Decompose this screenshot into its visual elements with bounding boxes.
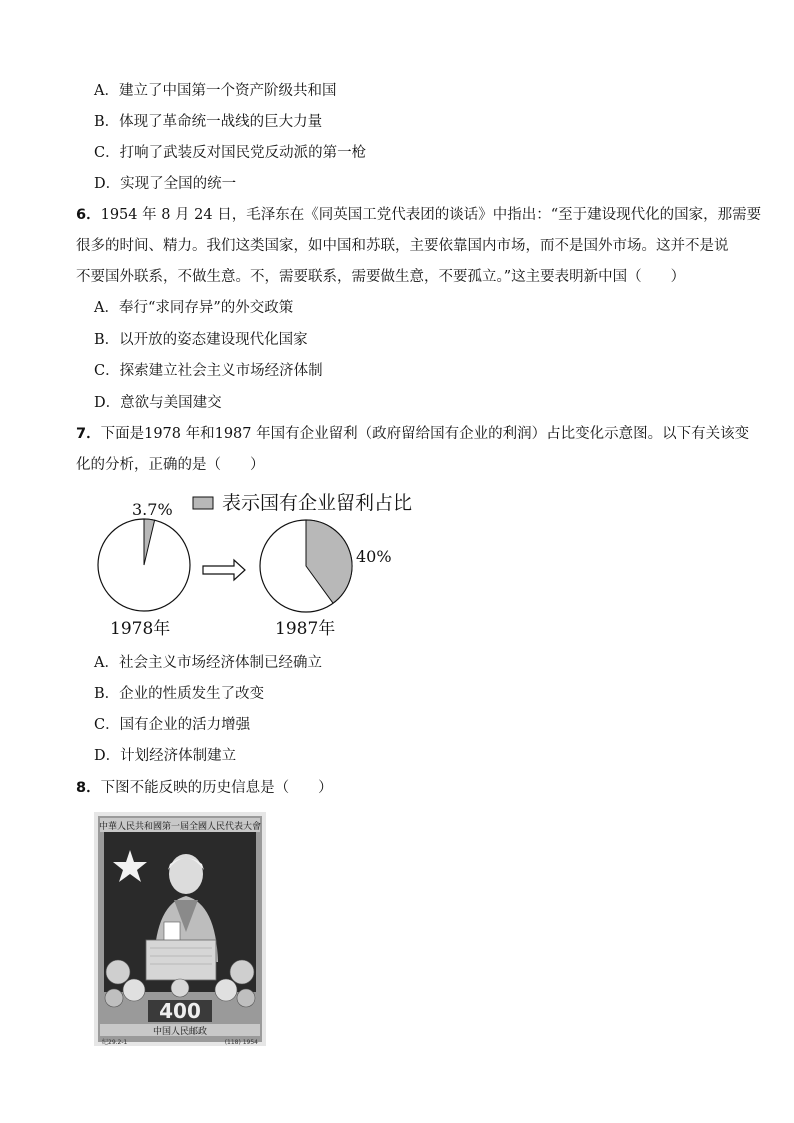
stamp-serial-right: (118) 1954 [224,1039,258,1046]
q6-stem-line-1 [76,205,762,225]
stamp-top-text: 中華人民共和國第一屆全國人民代表大會 [98,822,262,832]
stamp-svg [94,812,266,1046]
q6-number: 6． [76,207,101,223]
stamp-ballot-paper [164,922,180,942]
q8-text: 下图不能反映的历史信息是（ ） [100,780,333,796]
pie-1978-value-label: 3.7% [132,500,173,519]
stamp-figure-head [169,854,203,894]
q6-option-d: D．意欲与美国建交 [94,395,222,411]
q7-number: 7． [76,426,101,442]
q7-option-c: C．国有企业的活力增强 [94,717,251,733]
stamp-image [94,812,266,1046]
q5-option-b: B．体现了革命统一战线的巨大力量 [94,114,323,130]
q6-stem-line-2: 很多的时间、精力。我们这类国家，如中国和苏联，主要依靠国内市场，而不是国外市场。这并不是说 [76,238,729,254]
stamp-value: 400 [159,999,201,1023]
q7-text-1: 下面是1978 年和1987 年国有企业留利（政府留给国有企业的利润）占比变化示意图。以下有关该变 [100,426,750,442]
pie-chart-figure [92,490,442,642]
stamp-flower-right [230,960,254,984]
stamp-flower-left [106,960,130,984]
pie-1987-value-label: 40% [356,547,392,566]
q7-option-d: D．计划经济体制建立 [94,748,237,764]
stamp-serial-left: 纪29.2-1 [102,1039,128,1046]
stamp-bottom-text: 中国人民邮政 [152,1027,208,1037]
q7-option-b: B．企业的性质发生了改变 [94,686,265,702]
arrow-right-icon [203,560,245,580]
q6-stem-line-3: 不要国外联系，不做生意。不，需要联系，需要做生意，不要孤立。”这主要表明新中国（ ） [76,269,686,285]
q7-stem-line-1 [76,424,748,444]
q6-option-b: B．以开放的姿态建设现代化国家 [94,332,308,348]
stamp-ballot-box [146,940,216,980]
q7-option-a: A．社会主义市场经济体制已经确立 [94,655,322,671]
legend-label: 表示国有企业留利占比 [222,492,413,514]
pie-1987-year-label: 1987年 [275,619,336,639]
q5-option-c: C．打响了武装反对国民党反动派的第一枪 [94,145,367,161]
q6-text-1: 1954 年 8 月 24 日，毛泽东在《同英国工党代表团的谈话》中指出：“至于建设现代化的国家，那需要 [100,207,762,223]
q6-option-c: C．探索建立社会主义市场经济体制 [94,363,323,379]
pie-chart-svg [92,490,442,642]
pie-1978-year-label: 1978年 [110,619,171,639]
q6-option-a: A．奉行“求同存异”的外交政策 [94,300,294,316]
q5-option-a: A．建立了中国第一个资产阶级共和国 [94,83,337,99]
q8-number: 8． [76,780,101,796]
q7-stem-line-2: 化的分析，正确的是（ ） [76,457,265,473]
q8-stem [76,778,748,798]
legend-swatch [193,497,213,509]
q5-option-d: D．实现了全国的统一 [94,176,237,192]
